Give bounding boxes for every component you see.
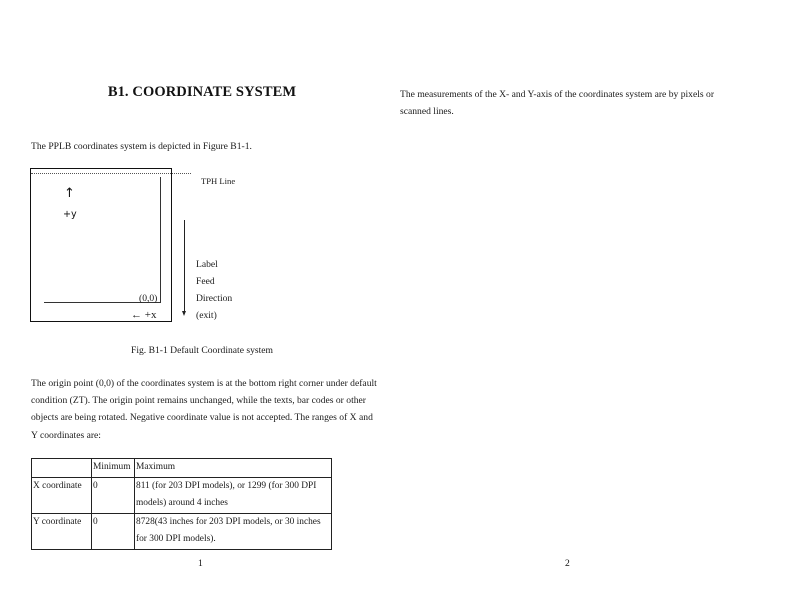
- table-cell: 8728(43 inches for 203 DPI models, or 30 inches for 300 DPI models).: [135, 513, 332, 549]
- up-arrow-icon: ↑: [64, 186, 75, 201]
- table-header-cell: Minimum: [92, 459, 135, 478]
- coordinate-range-table: [31, 458, 332, 550]
- y-axis-line: [160, 177, 161, 303]
- page-number: 2: [565, 558, 570, 569]
- tph-dotted-line: [31, 173, 191, 174]
- tph-line-label: TPH Line: [201, 176, 236, 186]
- table-cell: 811 (for 203 DPI models), or 1299 (for 300 DPI models) around 4 inches: [135, 477, 332, 513]
- table-cell: 0: [92, 477, 135, 513]
- x-axis-label: ← +x: [131, 309, 157, 321]
- figure-caption: Fig. B1-1 Default Coordinate system: [131, 345, 274, 356]
- table-cell: Y coordinate: [32, 513, 92, 549]
- table-row: [32, 477, 332, 513]
- table-header-cell: [32, 459, 92, 478]
- feed-label-line: Direction: [196, 293, 233, 304]
- feed-label-line: (exit): [196, 310, 217, 321]
- page-number: 1: [198, 558, 203, 569]
- table-cell: 0: [92, 513, 135, 549]
- feed-label-line: Feed: [196, 276, 215, 287]
- table-header-row: [32, 459, 332, 478]
- origin-paragraph: The origin point (0,0) of the coordinates system is at the bottom right corner under default condition (ZT). The origin point remains unchanged, while the texts, bar codes or other objects are being rotated. Negative coordinate value is not accepted. The ranges of X and Y coordinates are:: [31, 378, 377, 441]
- feed-direction-arrow: [184, 220, 185, 312]
- table-header-cell: Maximum: [135, 459, 332, 478]
- table-cell: X coordinate: [32, 477, 92, 513]
- down-arrow-icon: [182, 311, 186, 316]
- intro-paragraph: The PPLB coordinates system is depicted in Figure B1-1.: [31, 141, 252, 152]
- section-title: B1. COORDINATE SYSTEM: [107, 84, 297, 100]
- table-row: [32, 513, 332, 549]
- y-axis-label: +y: [63, 209, 77, 220]
- feed-label-line: Label: [196, 259, 218, 270]
- measurement-paragraph: The measurements of the X- and Y-axis of the coordinates system are by pixels or scanned lines.: [400, 89, 715, 118]
- origin-label: (0,0): [139, 293, 158, 304]
